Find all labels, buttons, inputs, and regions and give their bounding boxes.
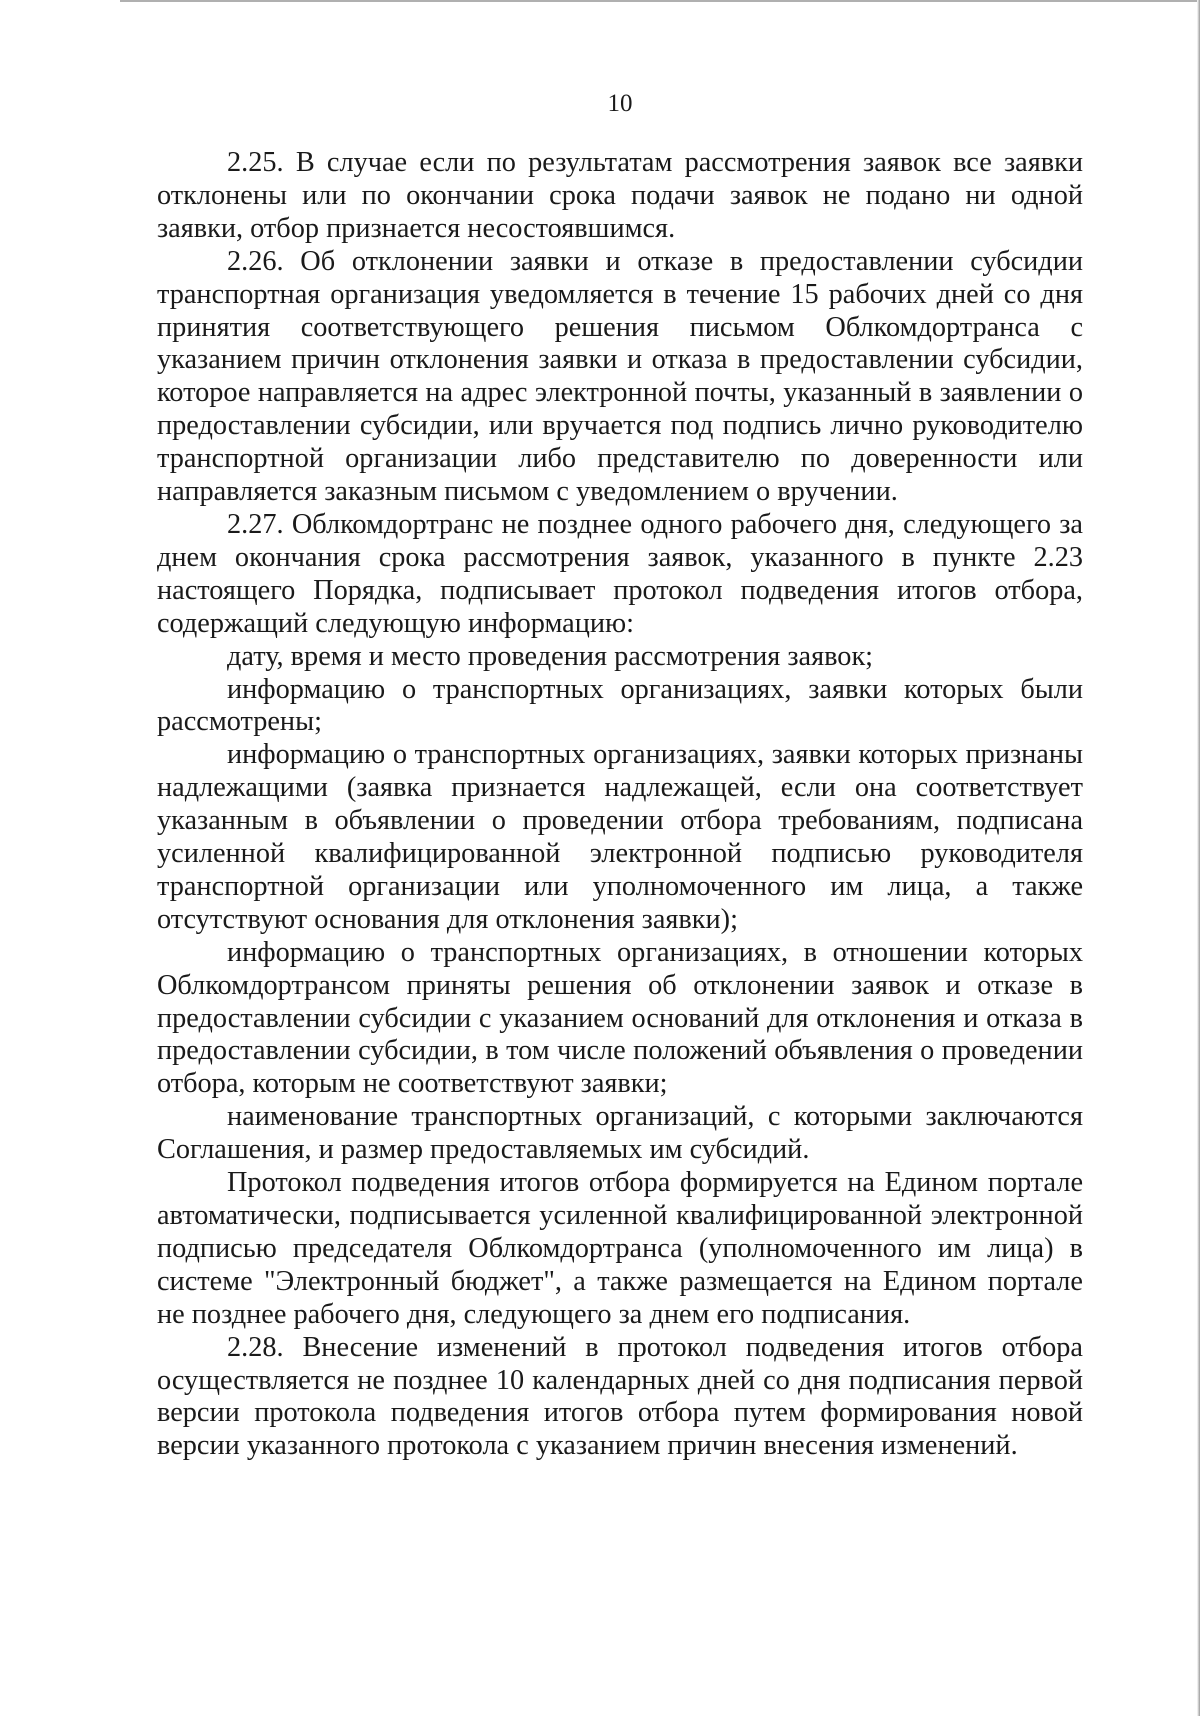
list-item-reviewed-organizations: информацию о транспортных организациях, заявки которых были рассмотрены; (157, 673, 1083, 738)
list-item-agreements-and-subsidies: наименование транспортных организаций, с которыми заключаются Соглашения, и размер предоставляемых им субсидий. (157, 1101, 1083, 1166)
document-body (157, 147, 1083, 1463)
list-item-proper-applications: информацию о транспортных организациях, заявки которых признаны надлежащими (заявка признается надлежащей, если она соответствует указанным в объявлении о проведении отбора требованиям, подписана усиленной квалифицированной электронной подписью руководителя транспортной организации или уполномоченного им лица, а также отсутствуют основания для отклонения заявки); (157, 739, 1083, 935)
paragraph-2-27: 2.27. Облкомдортранс не позднее одного рабочего дня, следующего за днем окончания срока рассмотрения заявок, указанного в пункте 2.23 настоящего Порядка, подписывает протокол подведения итогов отбора, содержащий следующую информацию: (157, 508, 1083, 639)
paragraph-protocol-formation: Протокол подведения итогов отбора формируется на Едином портале автоматически, подписывается усиленной квалифицированной электронной подписью председателя Облкомдортранса (уполномоченного им лица) в системе "Электронный бюджет", а также размещается на Едином портале не позднее рабочего дня, следующего за днем его подписания. (157, 1167, 1083, 1330)
scan-edge-top (120, 0, 1200, 2)
paragraph-2-25: 2.25. В случае если по результатам рассмотрения заявок все заявки отклонены или по окончании срока подачи заявок не подано ни одной заявки, отбор признается несостоявшимся. (157, 147, 1083, 244)
list-item-rejected-applications: информацию о транспортных организациях, в отношении которых Облкомдортрансом приняты решения об отклонении заявок и отказе в предоставлении субсидии с указанием оснований для отклонения и отказа в предоставлении субсидии, в том числе положений объявления о проведении отбора, которым не соответствуют заявки; (157, 936, 1083, 1100)
paragraph-2-26: 2.26. Об отклонении заявки и отказе в предоставлении субсидии транспортная организация уведомляется в течение 15 рабочих дней со дня принятия соответствующего решения письмом Облкомдортранса с указанием причин отклонения заявки и отказа в предоставлении субсидии, которое направляется на адрес электронной почты, указанный в заявлении о предоставлении субсидии, или вручается под подпись лично руководителю транспортной организации либо представителю по доверенности или направляется заказным письмом с уведомлением о вручении. (157, 245, 1083, 508)
page-number: 10 (607, 90, 633, 117)
paragraph-2-28: 2.28. Внесение изменений в протокол подведения итогов отбора осуществляется не позднее 10 календарных дней со дня подписания первой версии протокола подведения итогов отбора путем формирования новой версии указанного протокола с указанием причин внесения изменений. (157, 1331, 1083, 1462)
list-item-date-time-place: дату, время и место проведения рассмотрения заявок; (227, 640, 874, 672)
